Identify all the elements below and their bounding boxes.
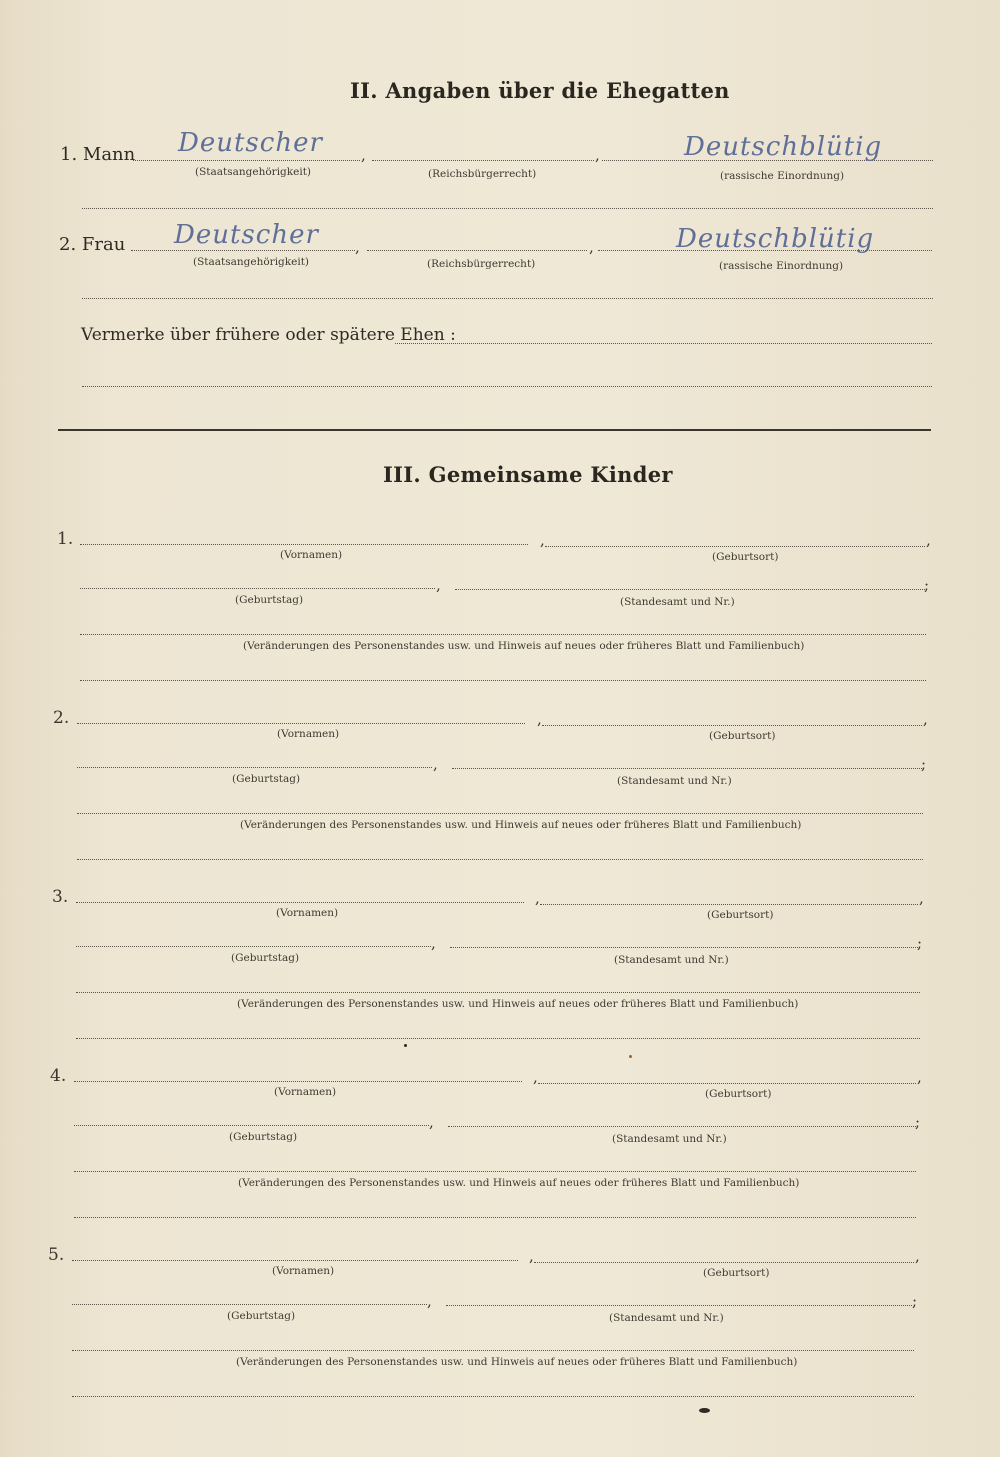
frau-staatsangehoerigkeit-line[interactable]: [131, 250, 355, 251]
reichsbuergerrecht-caption: (Reichsbürgerrecht): [427, 258, 536, 270]
standesamt-caption: (Standesamt und Nr.): [614, 954, 729, 966]
comma: ,: [926, 531, 931, 549]
staatsangehoerigkeit-caption: (Staatsangehörigkeit): [195, 166, 312, 178]
ink-blot: [699, 1408, 710, 1413]
geburtstag-caption: (Geburtstag): [232, 773, 301, 785]
mann-extra-line[interactable]: [82, 208, 933, 209]
veraenderungen-line[interactable]: [72, 1350, 914, 1351]
vornamen-line[interactable]: [76, 902, 524, 903]
geburtsort-line[interactable]: [538, 1083, 916, 1084]
veraenderungen-extra-line[interactable]: [77, 859, 923, 860]
standesamt-line[interactable]: [450, 947, 918, 948]
standesamt-caption: (Standesamt und Nr.): [617, 775, 732, 787]
comma: ,: [595, 146, 600, 164]
vornamen-caption: (Vornamen): [276, 907, 339, 919]
rassische-einordnung-caption: (rassische Einordnung): [720, 170, 845, 182]
veraenderungen-extra-line[interactable]: [74, 1217, 916, 1218]
frau-rassische-einordnung-value: Deutschblütig: [676, 224, 875, 254]
semicolon: ;: [917, 934, 923, 952]
standesamt-line[interactable]: [455, 589, 925, 590]
comma: ,: [433, 755, 438, 773]
mann-reichsbuergerrecht-line[interactable]: [372, 160, 594, 161]
mann-staatsangehoerigkeit-value: Deutscher: [178, 128, 323, 158]
semicolon: ;: [912, 1292, 918, 1310]
geburtsort-caption: (Geburtsort): [703, 1267, 770, 1279]
ink-speck: [404, 1044, 407, 1047]
section-divider: [58, 429, 931, 431]
geburtstag-caption: (Geburtstag): [227, 1310, 296, 1322]
veraenderungen-extra-line[interactable]: [72, 1396, 914, 1397]
vornamen-line[interactable]: [74, 1081, 522, 1082]
semicolon: ;: [921, 755, 927, 773]
veraenderungen-caption: (Veränderungen des Personenstandes usw. und Hinweis auf neues oder früheres Blatt und Familienbuch): [236, 1356, 798, 1368]
vornamen-caption: (Vornamen): [274, 1086, 337, 1098]
geburtsort-line[interactable]: [542, 725, 922, 726]
standesamt-caption: (Standesamt und Nr.): [620, 596, 735, 608]
veraenderungen-extra-line[interactable]: [80, 680, 926, 681]
comma: ,: [436, 576, 441, 594]
geburtsort-line[interactable]: [534, 1262, 914, 1263]
frau-staatsangehoerigkeit-value: Deutscher: [174, 220, 319, 250]
vornamen-line[interactable]: [77, 723, 525, 724]
comma: ,: [537, 710, 542, 728]
rassische-einordnung-caption: (rassische Einordnung): [719, 260, 844, 272]
comma: ,: [919, 889, 924, 907]
comma: ,: [540, 531, 545, 549]
geburtstag-line[interactable]: [77, 767, 432, 768]
veraenderungen-caption: (Veränderungen des Personenstandes usw. und Hinweis auf neues oder früheres Blatt und Familienbuch): [243, 640, 805, 652]
vermerke-label: Vermerke über frühere oder spätere Ehen :: [81, 325, 456, 345]
comma: ,: [431, 934, 436, 952]
standesamt-line[interactable]: [446, 1305, 912, 1306]
comma: ,: [429, 1113, 434, 1131]
comma: ,: [917, 1068, 922, 1086]
vermerke-line[interactable]: [395, 343, 932, 344]
comma: ,: [923, 710, 928, 728]
standesamt-caption: (Standesamt und Nr.): [612, 1133, 727, 1145]
vornamen-line[interactable]: [80, 544, 528, 545]
child-number: 3.: [52, 887, 69, 907]
comma: ,: [355, 238, 360, 256]
veraenderungen-extra-line[interactable]: [76, 1038, 920, 1039]
geburtstag-line[interactable]: [80, 588, 435, 589]
frau-extra-line[interactable]: [82, 298, 933, 299]
mann-rassische-einordnung-value: Deutschblütig: [684, 132, 883, 162]
child-number: 5.: [48, 1245, 65, 1265]
veraenderungen-caption: (Veränderungen des Personenstandes usw. und Hinweis auf neues oder früheres Blatt und Familienbuch): [240, 819, 802, 831]
vornamen-caption: (Vornamen): [277, 728, 340, 740]
geburtstag-line[interactable]: [74, 1125, 429, 1126]
geburtsort-line[interactable]: [545, 546, 925, 547]
comma: ,: [915, 1247, 920, 1265]
vornamen-caption: (Vornamen): [272, 1265, 335, 1277]
comma: ,: [361, 146, 366, 164]
geburtstag-caption: (Geburtstag): [229, 1131, 298, 1143]
standesamt-line[interactable]: [452, 768, 922, 769]
veraenderungen-line[interactable]: [77, 813, 923, 814]
geburtsort-caption: (Geburtsort): [705, 1088, 772, 1100]
geburtstag-line[interactable]: [72, 1304, 427, 1305]
vornamen-caption: (Vornamen): [280, 549, 343, 561]
geburtsort-caption: (Geburtsort): [707, 909, 774, 921]
semicolon: ;: [915, 1113, 921, 1131]
vornamen-line[interactable]: [72, 1260, 518, 1261]
comma: ,: [535, 889, 540, 907]
frau-reichsbuergerrecht-line[interactable]: [367, 250, 587, 251]
mann-label: 1. Mann: [60, 144, 136, 165]
standesamt-line[interactable]: [448, 1126, 916, 1127]
child-number: 2.: [53, 708, 70, 728]
section-3-title: III. Gemeinsame Kinder: [383, 462, 673, 487]
section-2-title: II. Angaben über die Ehegatten: [350, 78, 730, 103]
comma: ,: [533, 1068, 538, 1086]
veraenderungen-line[interactable]: [74, 1171, 916, 1172]
child-number: 4.: [50, 1066, 67, 1086]
geburtstag-line[interactable]: [76, 946, 431, 947]
geburtsort-line[interactable]: [540, 904, 918, 905]
frau-label: 2. Frau: [59, 234, 126, 255]
comma: ,: [589, 238, 594, 256]
mann-staatsangehoerigkeit-line[interactable]: [133, 160, 360, 161]
veraenderungen-line[interactable]: [80, 634, 926, 635]
veraenderungen-caption: (Veränderungen des Personenstandes usw. und Hinweis auf neues oder früheres Blatt und Familienbuch): [237, 998, 799, 1010]
ink-speck: [629, 1055, 632, 1058]
staatsangehoerigkeit-caption: (Staatsangehörigkeit): [193, 256, 310, 268]
geburtstag-caption: (Geburtstag): [231, 952, 300, 964]
geburtstag-caption: (Geburtstag): [235, 594, 304, 606]
geburtsort-caption: (Geburtsort): [709, 730, 776, 742]
reichsbuergerrecht-caption: (Reichsbürgerrecht): [428, 168, 537, 180]
child-number: 1.: [57, 529, 74, 549]
geburtsort-caption: (Geburtsort): [712, 551, 779, 563]
comma: ,: [427, 1292, 432, 1310]
semicolon: ;: [924, 576, 930, 594]
comma: ,: [529, 1247, 534, 1265]
veraenderungen-caption: (Veränderungen des Personenstandes usw. und Hinweis auf neues oder früheres Blatt und Familienbuch): [238, 1177, 800, 1189]
vermerke-extra-line[interactable]: [82, 386, 932, 387]
standesamt-caption: (Standesamt und Nr.): [609, 1312, 724, 1324]
veraenderungen-line[interactable]: [76, 992, 920, 993]
